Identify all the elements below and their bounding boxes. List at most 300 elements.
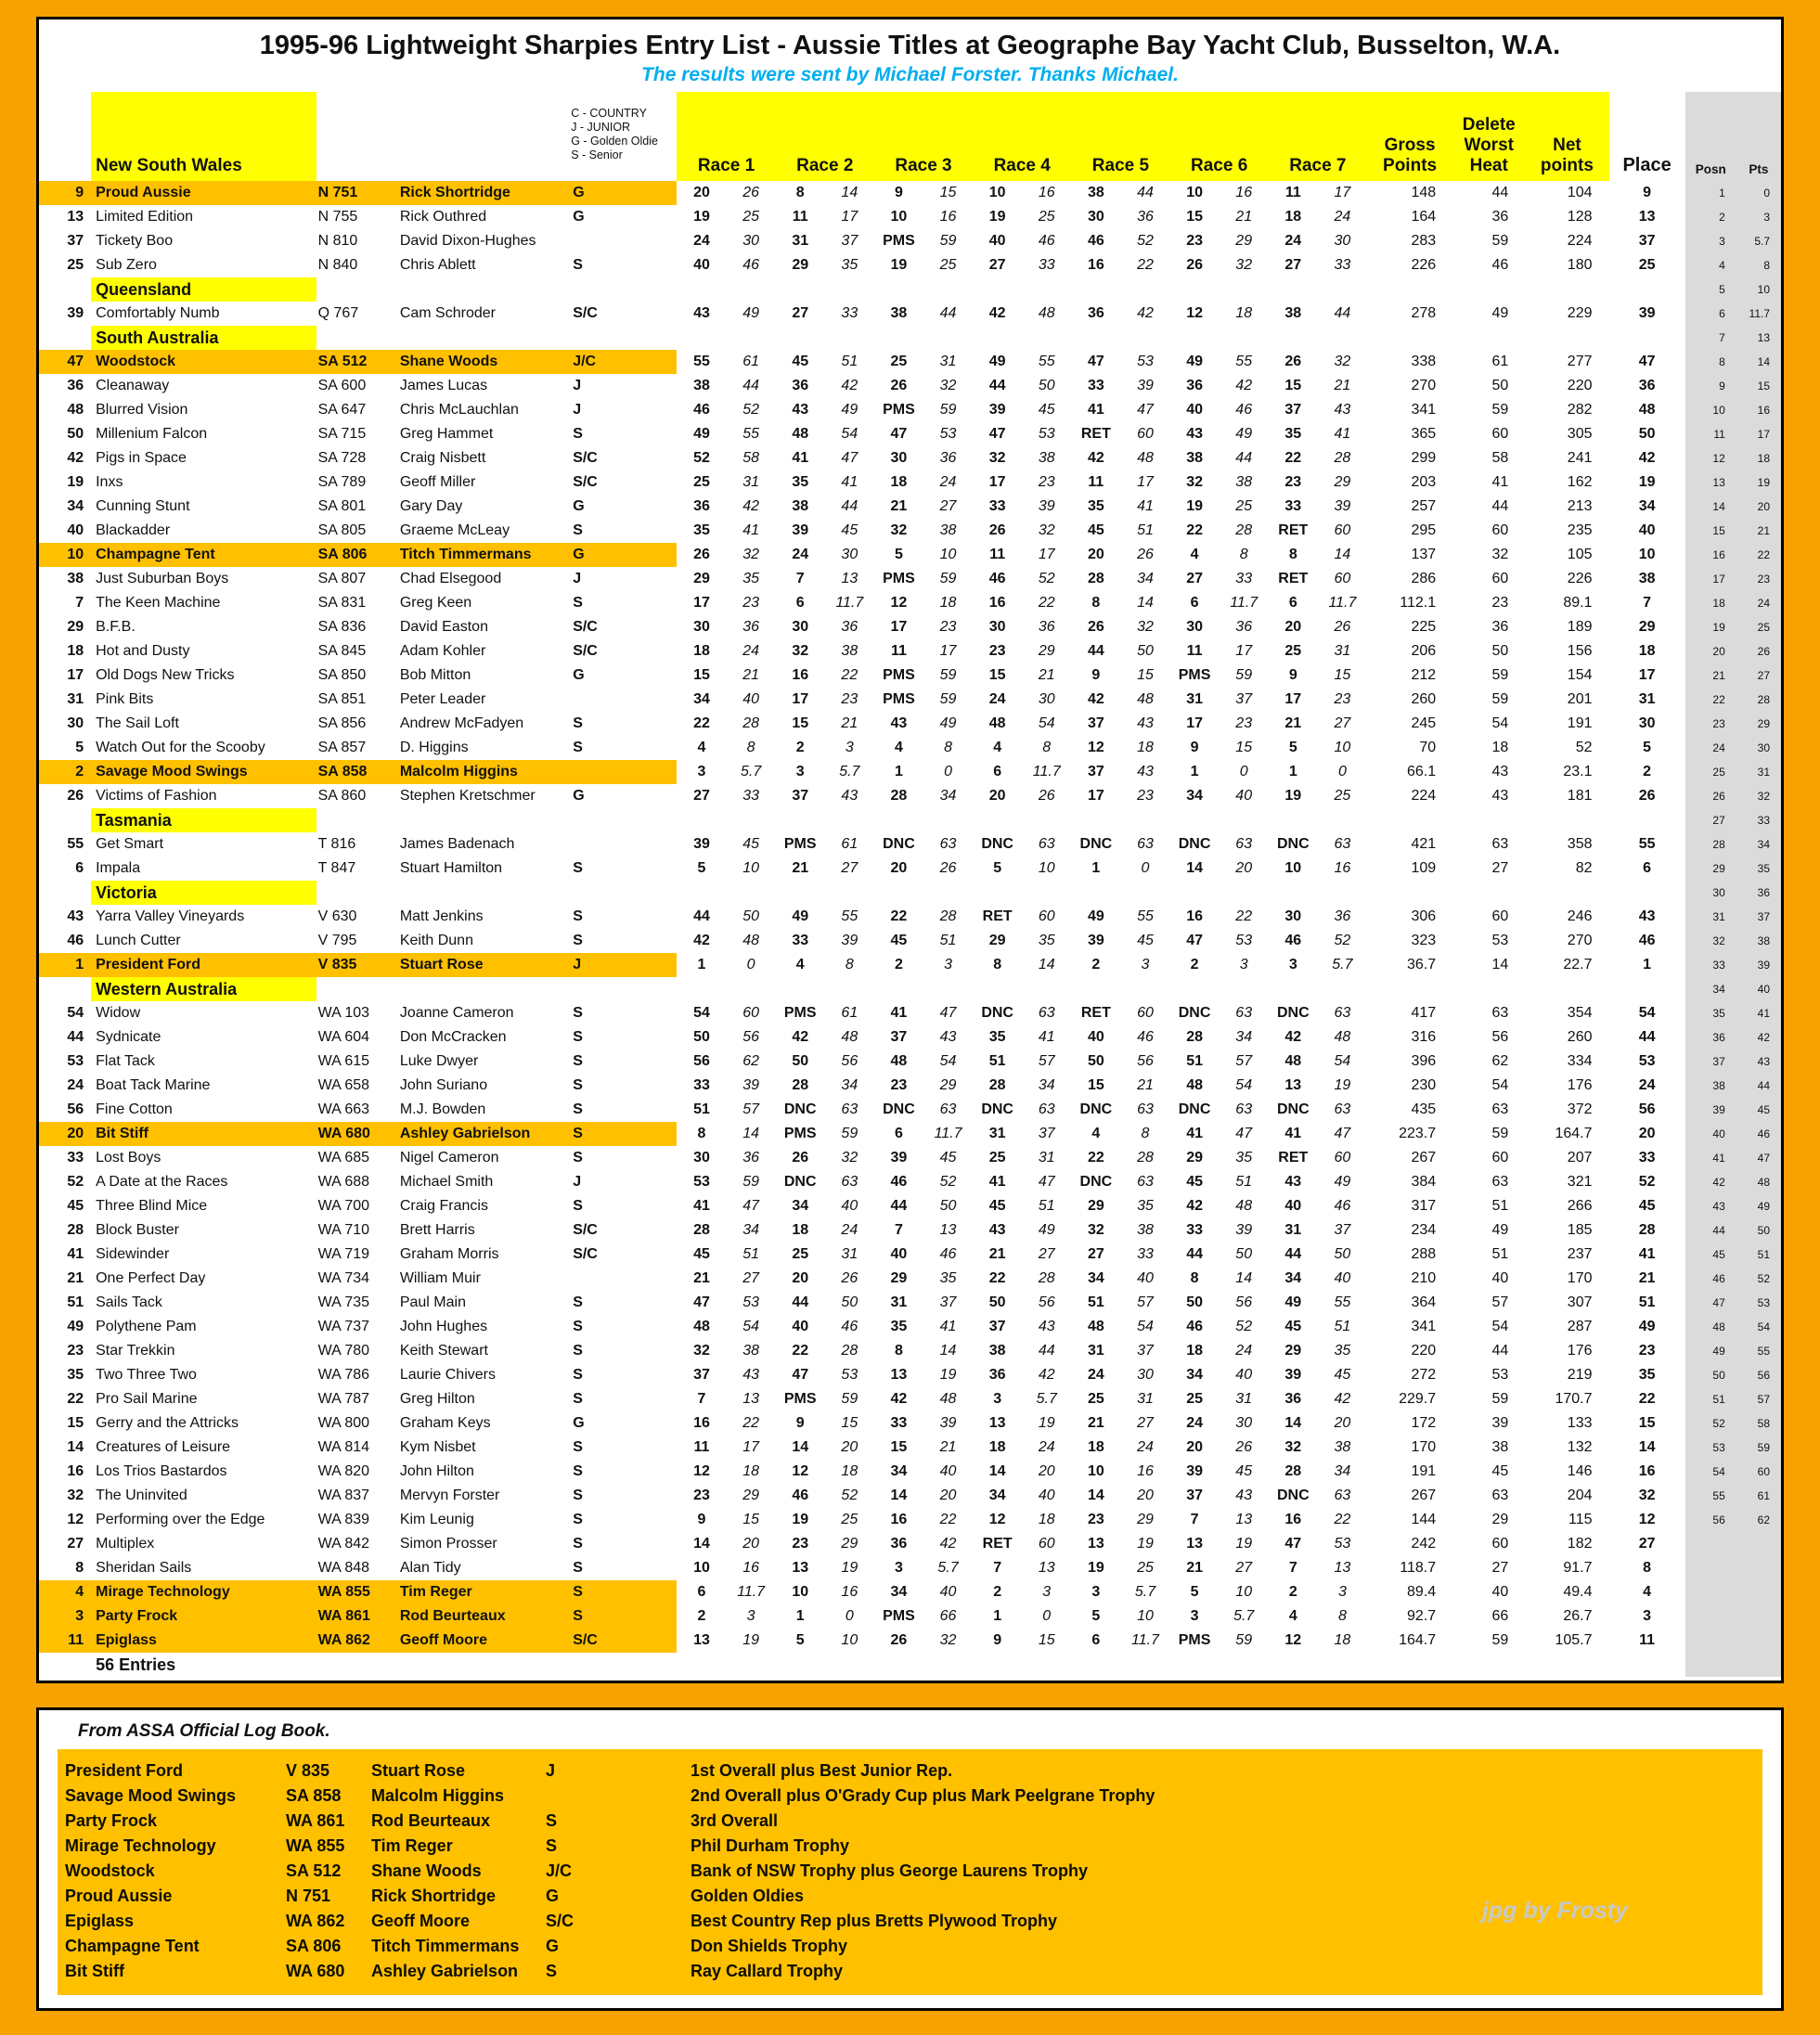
net-points: 207 bbox=[1567, 1150, 1593, 1166]
race-place: 34 bbox=[890, 1463, 908, 1479]
race-points: 63 bbox=[1334, 836, 1351, 852]
race-points: 10 bbox=[1235, 1584, 1253, 1600]
worst-heat: 40 bbox=[1491, 1270, 1509, 1286]
race-place: 21 bbox=[792, 860, 809, 876]
race-points: 61 bbox=[742, 354, 759, 369]
delete-worst-heat-header: Delete Worst Heat bbox=[1452, 92, 1525, 181]
race-place: 51 bbox=[1087, 1294, 1104, 1310]
race-points: 44 bbox=[742, 378, 759, 393]
sail-number: WA 680 bbox=[316, 1122, 398, 1146]
overall-posn: 42 bbox=[1685, 1170, 1736, 1194]
overall-pts: 55 bbox=[1736, 1339, 1781, 1363]
race-points: 26 bbox=[841, 1270, 858, 1286]
trophy-award: 1st Overall plus Best Junior Rep. bbox=[691, 1761, 953, 1780]
gross-points: 36.7 bbox=[1407, 957, 1437, 972]
race-points: 40 bbox=[1334, 1270, 1351, 1286]
gross-points: 341 bbox=[1411, 1319, 1437, 1334]
race-points: 25 bbox=[1137, 1560, 1154, 1576]
race-place: 42 bbox=[693, 933, 710, 948]
race-place: 16 bbox=[890, 1512, 908, 1527]
race-points: 3 bbox=[1239, 957, 1248, 972]
overall-pts: 61 bbox=[1736, 1484, 1781, 1508]
boat-name: Cleanaway bbox=[96, 378, 170, 393]
overall-pts: 52 bbox=[1736, 1267, 1781, 1291]
overall-posn: 14 bbox=[1685, 495, 1736, 519]
overall-posn: 45 bbox=[1685, 1243, 1736, 1267]
entry-row bbox=[39, 1170, 1781, 1194]
race-points: 31 bbox=[1038, 1150, 1055, 1166]
boat-name: Impala bbox=[96, 860, 141, 876]
race-points: 5.7 bbox=[937, 1560, 959, 1576]
race-points: 26 bbox=[1038, 788, 1055, 804]
overall-pts: 41 bbox=[1736, 1001, 1781, 1025]
race-points: 27 bbox=[742, 1270, 759, 1286]
race-place: 2 bbox=[993, 1584, 1002, 1600]
results-sheet bbox=[36, 17, 1784, 1683]
race-points: 40 bbox=[939, 1584, 957, 1600]
race-points: 14 bbox=[939, 1343, 957, 1359]
final-place: 9 bbox=[1643, 185, 1652, 200]
final-place: 56 bbox=[1638, 1101, 1656, 1117]
race-place: 25 bbox=[693, 474, 710, 490]
race-place: 18 bbox=[792, 1222, 809, 1238]
entry-place: 49 bbox=[67, 1319, 84, 1334]
race-place: 46 bbox=[988, 571, 1006, 586]
race-points: 30 bbox=[1235, 1415, 1253, 1431]
race-place: 41 bbox=[792, 450, 809, 466]
race-points: 42 bbox=[1038, 1367, 1055, 1383]
worst-heat: 63 bbox=[1491, 1101, 1509, 1117]
race-points: 49 bbox=[742, 305, 759, 321]
race-place: 12 bbox=[1087, 740, 1104, 755]
race-points: 25 bbox=[841, 1512, 858, 1527]
race-points: 51 bbox=[1334, 1319, 1351, 1334]
race-place: PMS bbox=[883, 667, 915, 683]
legend-line: J - JUNIOR bbox=[571, 120, 631, 134]
race-place: 47 bbox=[1284, 1536, 1302, 1552]
race-place: 43 bbox=[1186, 426, 1203, 442]
net-points: 191 bbox=[1567, 715, 1593, 731]
race-points: 11.7 bbox=[1230, 595, 1259, 611]
race-points: 58 bbox=[742, 450, 759, 466]
boat-name: Pink Bits bbox=[96, 691, 154, 707]
entry-row bbox=[39, 205, 1781, 229]
overall-posn bbox=[1685, 1629, 1736, 1653]
boat-name: Mirage Technology bbox=[91, 1580, 316, 1604]
entry-row bbox=[39, 1146, 1781, 1170]
category: G bbox=[573, 498, 585, 514]
overall-pts: 22 bbox=[1736, 543, 1781, 567]
worst-heat: 59 bbox=[1491, 402, 1509, 418]
race-points: 23 bbox=[742, 595, 759, 611]
race-place: 45 bbox=[890, 933, 908, 948]
race-place: 24 bbox=[792, 547, 809, 562]
skipper-name: Stuart Hamilton bbox=[399, 860, 503, 876]
race-points: 20 bbox=[939, 1488, 957, 1503]
race-points: 37 bbox=[939, 1294, 957, 1310]
sail-number: WA 862 bbox=[316, 1629, 398, 1653]
race-place: 1 bbox=[697, 957, 706, 972]
entry-place: 30 bbox=[67, 715, 84, 731]
race-points: 15 bbox=[1334, 667, 1351, 683]
race-points: 38 bbox=[1334, 1439, 1351, 1455]
entry-place: 8 bbox=[75, 1560, 84, 1576]
race-place: 34 bbox=[1186, 1367, 1203, 1383]
race-points: 46 bbox=[1334, 1198, 1351, 1214]
skipper-name: Shane Woods bbox=[398, 350, 567, 374]
race-place: 15 bbox=[693, 667, 710, 683]
final-place: 42 bbox=[1638, 450, 1656, 466]
overall-posn: 34 bbox=[1685, 977, 1736, 1001]
gross-points: 283 bbox=[1411, 233, 1437, 249]
entry-place: 32 bbox=[67, 1488, 84, 1503]
gross-points: 270 bbox=[1411, 378, 1437, 393]
final-place: 49 bbox=[1638, 1319, 1656, 1334]
race-place: 50 bbox=[1087, 1053, 1104, 1069]
race-points: 32 bbox=[841, 1150, 858, 1166]
race-place: 5 bbox=[1190, 1584, 1199, 1600]
race-place: 12 bbox=[890, 595, 908, 611]
race-place: 4 bbox=[1190, 547, 1199, 562]
race-points: 35 bbox=[1038, 933, 1055, 948]
worst-heat: 51 bbox=[1491, 1246, 1509, 1262]
race-points: 20 bbox=[1137, 1488, 1154, 1503]
trophy-boat: President Ford bbox=[65, 1761, 184, 1780]
boat-name: The Keen Machine bbox=[96, 595, 221, 611]
trophy-sail: WA 862 bbox=[286, 1912, 345, 1930]
trophy-block bbox=[58, 1749, 1762, 1995]
overall-pts: 50 bbox=[1736, 1218, 1781, 1243]
race-points: 16 bbox=[1038, 185, 1055, 200]
race-points: 13 bbox=[742, 1391, 759, 1407]
race-points: 49 bbox=[1334, 1174, 1351, 1190]
sail-number: WA 719 bbox=[317, 1246, 370, 1262]
race-points: 59 bbox=[841, 1391, 858, 1407]
overall-posn: 11 bbox=[1685, 422, 1736, 446]
final-place: 4 bbox=[1643, 1584, 1652, 1600]
final-place: 18 bbox=[1638, 643, 1656, 659]
overall-pts: 13 bbox=[1736, 326, 1781, 350]
category: J bbox=[573, 402, 582, 418]
trophy-boat: Bit Stiff bbox=[65, 1962, 124, 1980]
race-points: 15 bbox=[742, 1512, 759, 1527]
race-points: 13 bbox=[939, 1222, 957, 1238]
race-points: 15 bbox=[939, 185, 957, 200]
race-points: 53 bbox=[742, 1294, 759, 1310]
entry-row bbox=[39, 1291, 1781, 1315]
boat-name: Block Buster bbox=[96, 1222, 179, 1238]
entry-place: 7 bbox=[75, 595, 84, 611]
overall-pts: 34 bbox=[1736, 832, 1781, 857]
net-points-header: Net points bbox=[1525, 92, 1608, 181]
race-place: 33 bbox=[890, 1415, 908, 1431]
gross-points: 245 bbox=[1411, 715, 1437, 731]
race-place: 4 bbox=[795, 957, 805, 972]
race-points: 32 bbox=[1038, 522, 1055, 538]
race-points: 23 bbox=[939, 619, 957, 635]
race-points: 63 bbox=[1235, 1101, 1253, 1117]
race-points: 39 bbox=[1137, 378, 1154, 393]
header-sail-spacer bbox=[316, 92, 398, 181]
race-points: 50 bbox=[841, 1294, 858, 1310]
overall-posn: 31 bbox=[1685, 905, 1736, 929]
worst-heat: 58 bbox=[1491, 450, 1509, 466]
results-table-body bbox=[39, 181, 1781, 1677]
sail-number: SA 857 bbox=[317, 740, 367, 755]
race-place: 14 bbox=[792, 1439, 809, 1455]
category: S bbox=[567, 1604, 677, 1629]
entry-row bbox=[39, 229, 1781, 253]
overall-pts: 62 bbox=[1736, 1508, 1781, 1532]
overall-pts: 46 bbox=[1736, 1122, 1781, 1146]
sail-number: SA 600 bbox=[317, 378, 367, 393]
race-place: 51 bbox=[1186, 1053, 1203, 1069]
race-points: 45 bbox=[841, 522, 858, 538]
race-place: 4 bbox=[1091, 1126, 1101, 1141]
race-place: 18 bbox=[693, 643, 710, 659]
race-points: 39 bbox=[1235, 1222, 1253, 1238]
overall-pts: 29 bbox=[1736, 712, 1781, 736]
entry-place: 38 bbox=[67, 571, 84, 586]
race-place: 16 bbox=[1284, 1512, 1302, 1527]
entries-count: 56 Entries bbox=[96, 1655, 176, 1674]
overall-pts: 15 bbox=[1736, 374, 1781, 398]
race-points: 56 bbox=[841, 1053, 858, 1069]
sail-number: SA 831 bbox=[317, 595, 367, 611]
race-points: 51 bbox=[841, 354, 858, 369]
race-place: 28 bbox=[1087, 571, 1104, 586]
race-points: 32 bbox=[939, 378, 957, 393]
skipper-name: Nigel Cameron bbox=[399, 1150, 499, 1166]
race-points: 43 bbox=[1235, 1488, 1253, 1503]
gross-points: 260 bbox=[1411, 691, 1437, 707]
race-place: 23 bbox=[890, 1077, 908, 1093]
race-points: 35 bbox=[1334, 1343, 1351, 1359]
race-place: PMS bbox=[883, 402, 915, 418]
race-place: 14 bbox=[693, 1536, 710, 1552]
race-points: 15 bbox=[1038, 1632, 1055, 1648]
race-points: 17 bbox=[939, 643, 957, 659]
race-place: 19 bbox=[988, 209, 1006, 225]
sail-number: WA 786 bbox=[317, 1367, 370, 1383]
race-points: 48 bbox=[1235, 1198, 1253, 1214]
boat-name: Gerry and the Attricks bbox=[96, 1415, 239, 1431]
race-points: 18 bbox=[1038, 1512, 1055, 1527]
race-points: 28 bbox=[1334, 450, 1351, 466]
entry-row bbox=[39, 495, 1781, 519]
race-place: 21 bbox=[1284, 715, 1302, 731]
net-points: 170.7 bbox=[1555, 1391, 1593, 1407]
sail-number: WA 842 bbox=[317, 1536, 370, 1552]
category: J bbox=[567, 953, 677, 977]
race-place: RET bbox=[1080, 426, 1111, 442]
race-points: 27 bbox=[1137, 1415, 1154, 1431]
race-points: 59 bbox=[939, 571, 957, 586]
final-place: 32 bbox=[1638, 1488, 1656, 1503]
race-place: PMS bbox=[783, 1391, 817, 1407]
entry-row bbox=[39, 1556, 1781, 1580]
category: S/C bbox=[573, 1246, 598, 1262]
overall-pts: 8 bbox=[1736, 253, 1781, 277]
race-points: 0 bbox=[1042, 1608, 1052, 1624]
entry-place: 42 bbox=[67, 450, 84, 466]
boat-name: Blackadder bbox=[96, 522, 171, 538]
category: S bbox=[573, 1463, 583, 1479]
race-points: 61 bbox=[841, 1005, 858, 1021]
entry-row bbox=[39, 784, 1781, 808]
sail-number: WA 103 bbox=[317, 1005, 370, 1021]
entry-place: 19 bbox=[67, 474, 84, 490]
race-place: 32 bbox=[1186, 474, 1203, 490]
entry-place: 15 bbox=[67, 1415, 84, 1431]
race-points: 43 bbox=[1137, 764, 1154, 779]
race-points: 35 bbox=[841, 257, 858, 273]
boat-name: Hot and Dusty bbox=[96, 643, 190, 659]
race-points: 46 bbox=[841, 1319, 858, 1334]
race-points: 10 bbox=[1038, 860, 1055, 876]
trophy-row bbox=[65, 1959, 1762, 1984]
boat-name: The Uninvited bbox=[96, 1488, 187, 1503]
final-place: 1 bbox=[1643, 957, 1652, 972]
race-place: 18 bbox=[988, 1439, 1006, 1455]
skipper-name: Tim Reger bbox=[398, 1580, 567, 1604]
final-place: 25 bbox=[1638, 257, 1656, 273]
race-points: 49 bbox=[1038, 1222, 1055, 1238]
category: S/C bbox=[573, 305, 598, 321]
race-place: 2 bbox=[697, 1608, 706, 1624]
gross-points: 225 bbox=[1411, 619, 1437, 635]
race-points: 41 bbox=[1038, 1029, 1055, 1045]
worst-heat: 43 bbox=[1491, 788, 1509, 804]
race-points: 26 bbox=[1235, 1439, 1253, 1455]
entry-row bbox=[39, 302, 1781, 326]
overall-pts: 17 bbox=[1736, 422, 1781, 446]
skipper-name: James Badenach bbox=[399, 836, 515, 852]
overall-pts bbox=[1736, 1532, 1781, 1556]
skipper-name: Don McCracken bbox=[399, 1029, 507, 1045]
entry-place: 33 bbox=[67, 1150, 84, 1166]
overall-posn: 18 bbox=[1685, 591, 1736, 615]
race-place: 35 bbox=[693, 522, 710, 538]
race-place: 8 bbox=[1288, 547, 1297, 562]
race-place: 39 bbox=[988, 402, 1006, 418]
race-points: 28 bbox=[1038, 1270, 1055, 1286]
race-place: 23 bbox=[988, 643, 1006, 659]
sail-number: WA 855 bbox=[316, 1580, 398, 1604]
race-place: 25 bbox=[1284, 643, 1302, 659]
skipper-name: Chad Elsegood bbox=[399, 571, 502, 586]
overall-posn: 39 bbox=[1685, 1098, 1736, 1122]
overall-posn: 46 bbox=[1685, 1267, 1736, 1291]
race-points: 43 bbox=[1334, 402, 1351, 418]
sail-number: WA 861 bbox=[316, 1604, 398, 1629]
sail-number: T 847 bbox=[317, 860, 356, 876]
trophy-cat: S/C bbox=[546, 1912, 574, 1930]
race-points: 60 bbox=[1334, 522, 1351, 538]
overall-pts: 48 bbox=[1736, 1170, 1781, 1194]
race-place: 5 bbox=[697, 860, 706, 876]
entry-place: 9 bbox=[39, 181, 91, 205]
gross-points: 210 bbox=[1411, 1270, 1437, 1286]
race-place: DNC bbox=[1276, 836, 1310, 852]
race-points: 21 bbox=[1334, 378, 1351, 393]
sail-number: SA 512 bbox=[316, 350, 398, 374]
race-points: 29 bbox=[1235, 233, 1253, 249]
entry-row bbox=[39, 1074, 1781, 1098]
skipper-name: Rick Shortridge bbox=[398, 181, 567, 205]
overall-posn: 40 bbox=[1685, 1122, 1736, 1146]
boat-name: Three Blind Mice bbox=[96, 1198, 208, 1214]
final-place: 15 bbox=[1638, 1415, 1656, 1431]
race-points: 38 bbox=[939, 522, 957, 538]
race-place: 28 bbox=[693, 1222, 710, 1238]
race-place: 31 bbox=[1284, 1222, 1302, 1238]
race-points: 30 bbox=[742, 233, 759, 249]
skipper-name: Graham Keys bbox=[399, 1415, 491, 1431]
race-place: 38 bbox=[1186, 450, 1203, 466]
race-place: 11 bbox=[693, 1439, 710, 1455]
overall-pts: 30 bbox=[1736, 736, 1781, 760]
net-points: 204 bbox=[1567, 1488, 1593, 1503]
race-place: 8 bbox=[1190, 1270, 1199, 1286]
skipper-name: Michael Smith bbox=[399, 1174, 494, 1190]
category: S bbox=[573, 1343, 583, 1359]
race-place: 17 bbox=[1087, 788, 1104, 804]
race-points: 66 bbox=[939, 1608, 957, 1624]
race-place: 47 bbox=[1186, 933, 1203, 948]
entry-place: 1 bbox=[39, 953, 91, 977]
race-place: 50 bbox=[693, 1029, 710, 1045]
overall-pts bbox=[1736, 1604, 1781, 1629]
race-place: 42 bbox=[1087, 450, 1104, 466]
race-place: 18 bbox=[1284, 209, 1302, 225]
state-name: South Australia bbox=[91, 326, 316, 350]
sail-number: WA 800 bbox=[317, 1415, 370, 1431]
race-points: 19 bbox=[1334, 1077, 1351, 1093]
gross-points: 112.1 bbox=[1400, 595, 1437, 611]
boat-name: Limited Edition bbox=[96, 209, 194, 225]
skipper-name: John Hilton bbox=[399, 1463, 474, 1479]
race-place: 38 bbox=[890, 305, 908, 321]
race-points: 17 bbox=[1038, 547, 1055, 562]
overall-posn: 38 bbox=[1685, 1074, 1736, 1098]
overall-pts: 23 bbox=[1736, 567, 1781, 591]
race-place: 17 bbox=[792, 691, 809, 707]
race-place: 8 bbox=[795, 185, 805, 200]
race-points: 59 bbox=[1235, 1632, 1253, 1648]
race-place: 32 bbox=[693, 1343, 710, 1359]
race-place: 21 bbox=[693, 1270, 710, 1286]
sail-number: WA 820 bbox=[317, 1463, 370, 1479]
overall-posn bbox=[1685, 1653, 1736, 1677]
race-points: 40 bbox=[1137, 1270, 1154, 1286]
race-1-header: Race 1 bbox=[677, 92, 775, 181]
race-place: 49 bbox=[1186, 354, 1203, 369]
race-place: 6 bbox=[1288, 595, 1297, 611]
category: G bbox=[573, 1415, 585, 1431]
race-points: 42 bbox=[1334, 1391, 1351, 1407]
category: J bbox=[573, 378, 582, 393]
skipper-name: David Easton bbox=[399, 619, 488, 635]
race-place: 23 bbox=[1087, 1512, 1104, 1527]
race-points: 61 bbox=[841, 836, 858, 852]
net-points: 282 bbox=[1567, 402, 1593, 418]
race-place: 14 bbox=[1087, 1488, 1104, 1503]
race-points: 37 bbox=[1235, 691, 1253, 707]
race-points: 25 bbox=[1235, 498, 1253, 514]
race-place: 46 bbox=[1087, 233, 1104, 249]
race-points: 39 bbox=[1334, 498, 1351, 514]
